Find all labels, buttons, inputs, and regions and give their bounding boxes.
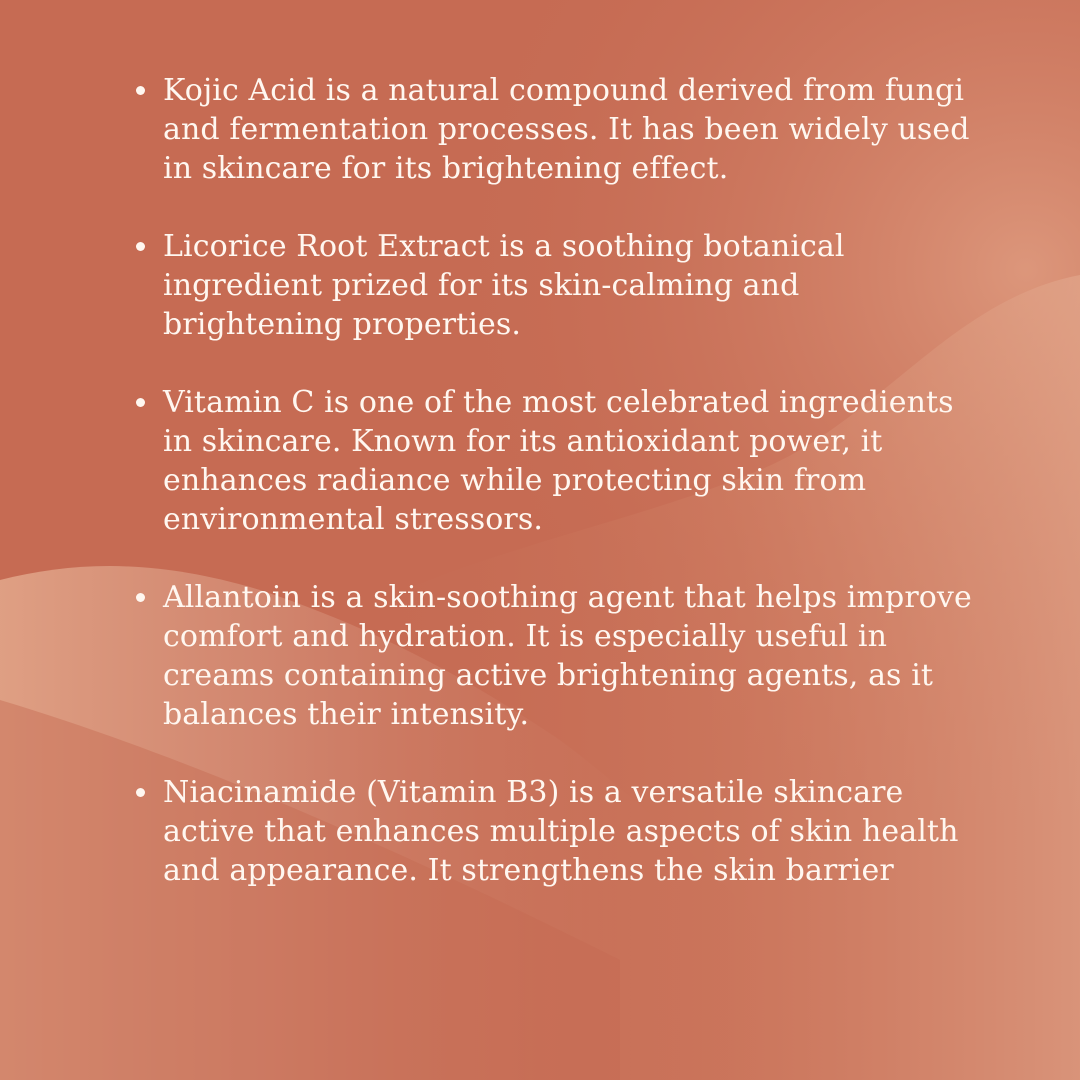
bullet-dot	[136, 86, 145, 95]
list-item-niacinamide	[133, 773, 983, 890]
list-item-text: Licorice Root Extract is a soothing botanical ingredient prized for its skin-calming and brightening properties.	[163, 229, 845, 342]
list-item-allantoin	[133, 578, 983, 734]
bullet-dot	[136, 242, 145, 251]
bullet-dot	[136, 788, 145, 797]
list-item-vitamin-c	[133, 383, 983, 539]
list-item-licorice-root	[133, 227, 983, 344]
list-item-kojic-acid	[133, 71, 983, 188]
list-item-text: Kojic Acid is a natural compound derived from fungi and fermentation processes. It has been widely used in skincare for its brightening effect.	[163, 73, 970, 186]
bullet-dot	[136, 398, 145, 407]
list-item-text: Niacinamide (Vitamin B3) is a versatile skincare active that enhances multiple aspects of skin health and appearance. It strengthens the skin barrier	[163, 775, 959, 888]
bullet-dot	[136, 593, 145, 602]
list-item-text: Vitamin C is one of the most celebrated ingredients in skincare. Known for its antioxidant power, it enhances radiance while protecting skin from environmental stressors.	[163, 385, 954, 537]
list-item-text: Allantoin is a skin-soothing agent that helps improve comfort and hydration. It is especially useful in creams containing active brightening agents, as it balances their intensity.	[163, 580, 972, 732]
ingredient-list	[133, 71, 983, 929]
